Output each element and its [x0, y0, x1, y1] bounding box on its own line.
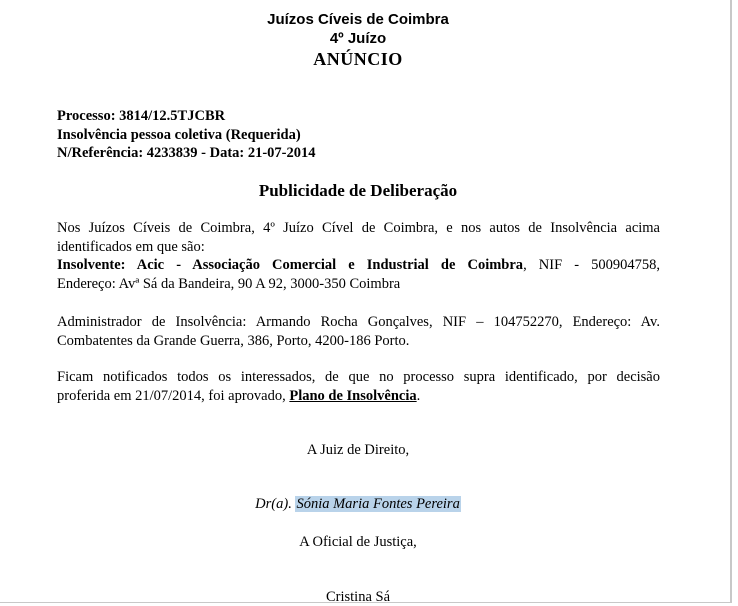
- officer-name: Cristina Sá: [325, 589, 391, 605]
- officer-role: A Oficial de Justiça,: [299, 534, 417, 550]
- paragraph-administrator: [57, 313, 660, 350]
- judge-role: A Juiz de Direito,: [306, 442, 410, 458]
- paragraph-line: Nos Juízos Cíveis de Coimbra, 4º Juízo Cível de Coimbra, e nos autos de Insolvência acima: [57, 220, 660, 236]
- judge-name-selected[interactable]: Sónia Maria Fontes Pereira: [296, 496, 460, 512]
- reference-and-date: N/Referência: 4233839 - Data: 21-07-2014: [57, 145, 316, 161]
- document-title: ANÚNCIO: [313, 49, 403, 69]
- decision-text: proferida em 21/07/2014, foi aprovado,: [57, 387, 290, 404]
- insolvent-nif: , NIF - 500904758,: [523, 257, 660, 273]
- court-name: Juízos Cíveis de Coimbra: [267, 11, 449, 28]
- paragraph-line: Administrador de Insolvência: Armando Rocha Gonçalves, NIF – 104752270, Endereço: Av.: [57, 314, 660, 330]
- sentence-end: .: [416, 387, 421, 404]
- insolvent-address: Endereço: Avª Sá da Bandeira, 90 A 92, 3000-350 Coimbra: [57, 275, 401, 292]
- paragraph-line: [57, 387, 660, 406]
- paragraph-line: Combatentes da Grande Guerra, 386, Porto, 4200-186 Porto.: [57, 332, 410, 349]
- paragraph-line: Ficam notificados todos os interessados, de que no processo supra identificado, por decisão: [57, 369, 660, 385]
- case-type: Insolvência pessoa coletiva (Requerida): [57, 127, 301, 143]
- process-number: Processo: 3814/12.5TJCBR: [57, 108, 226, 124]
- judge-signature: [0, 495, 716, 513]
- paragraph-parties: [57, 219, 660, 293]
- insolvent-line: [57, 256, 660, 275]
- court-section: 4º Juízo: [329, 30, 387, 47]
- insolvency-plan-link[interactable]: Plano de Insolvência: [289, 387, 417, 404]
- section-title: Publicidade de Deliberação: [258, 181, 458, 200]
- paragraph-line: identificados em que são:: [57, 238, 205, 255]
- judge-prefix: Dr(a).: [255, 496, 296, 512]
- paragraph-notification: [57, 368, 660, 405]
- insolvent-name: Insolvente: Acic - Associação Comercial e Industrial de Coimbra: [57, 257, 524, 273]
